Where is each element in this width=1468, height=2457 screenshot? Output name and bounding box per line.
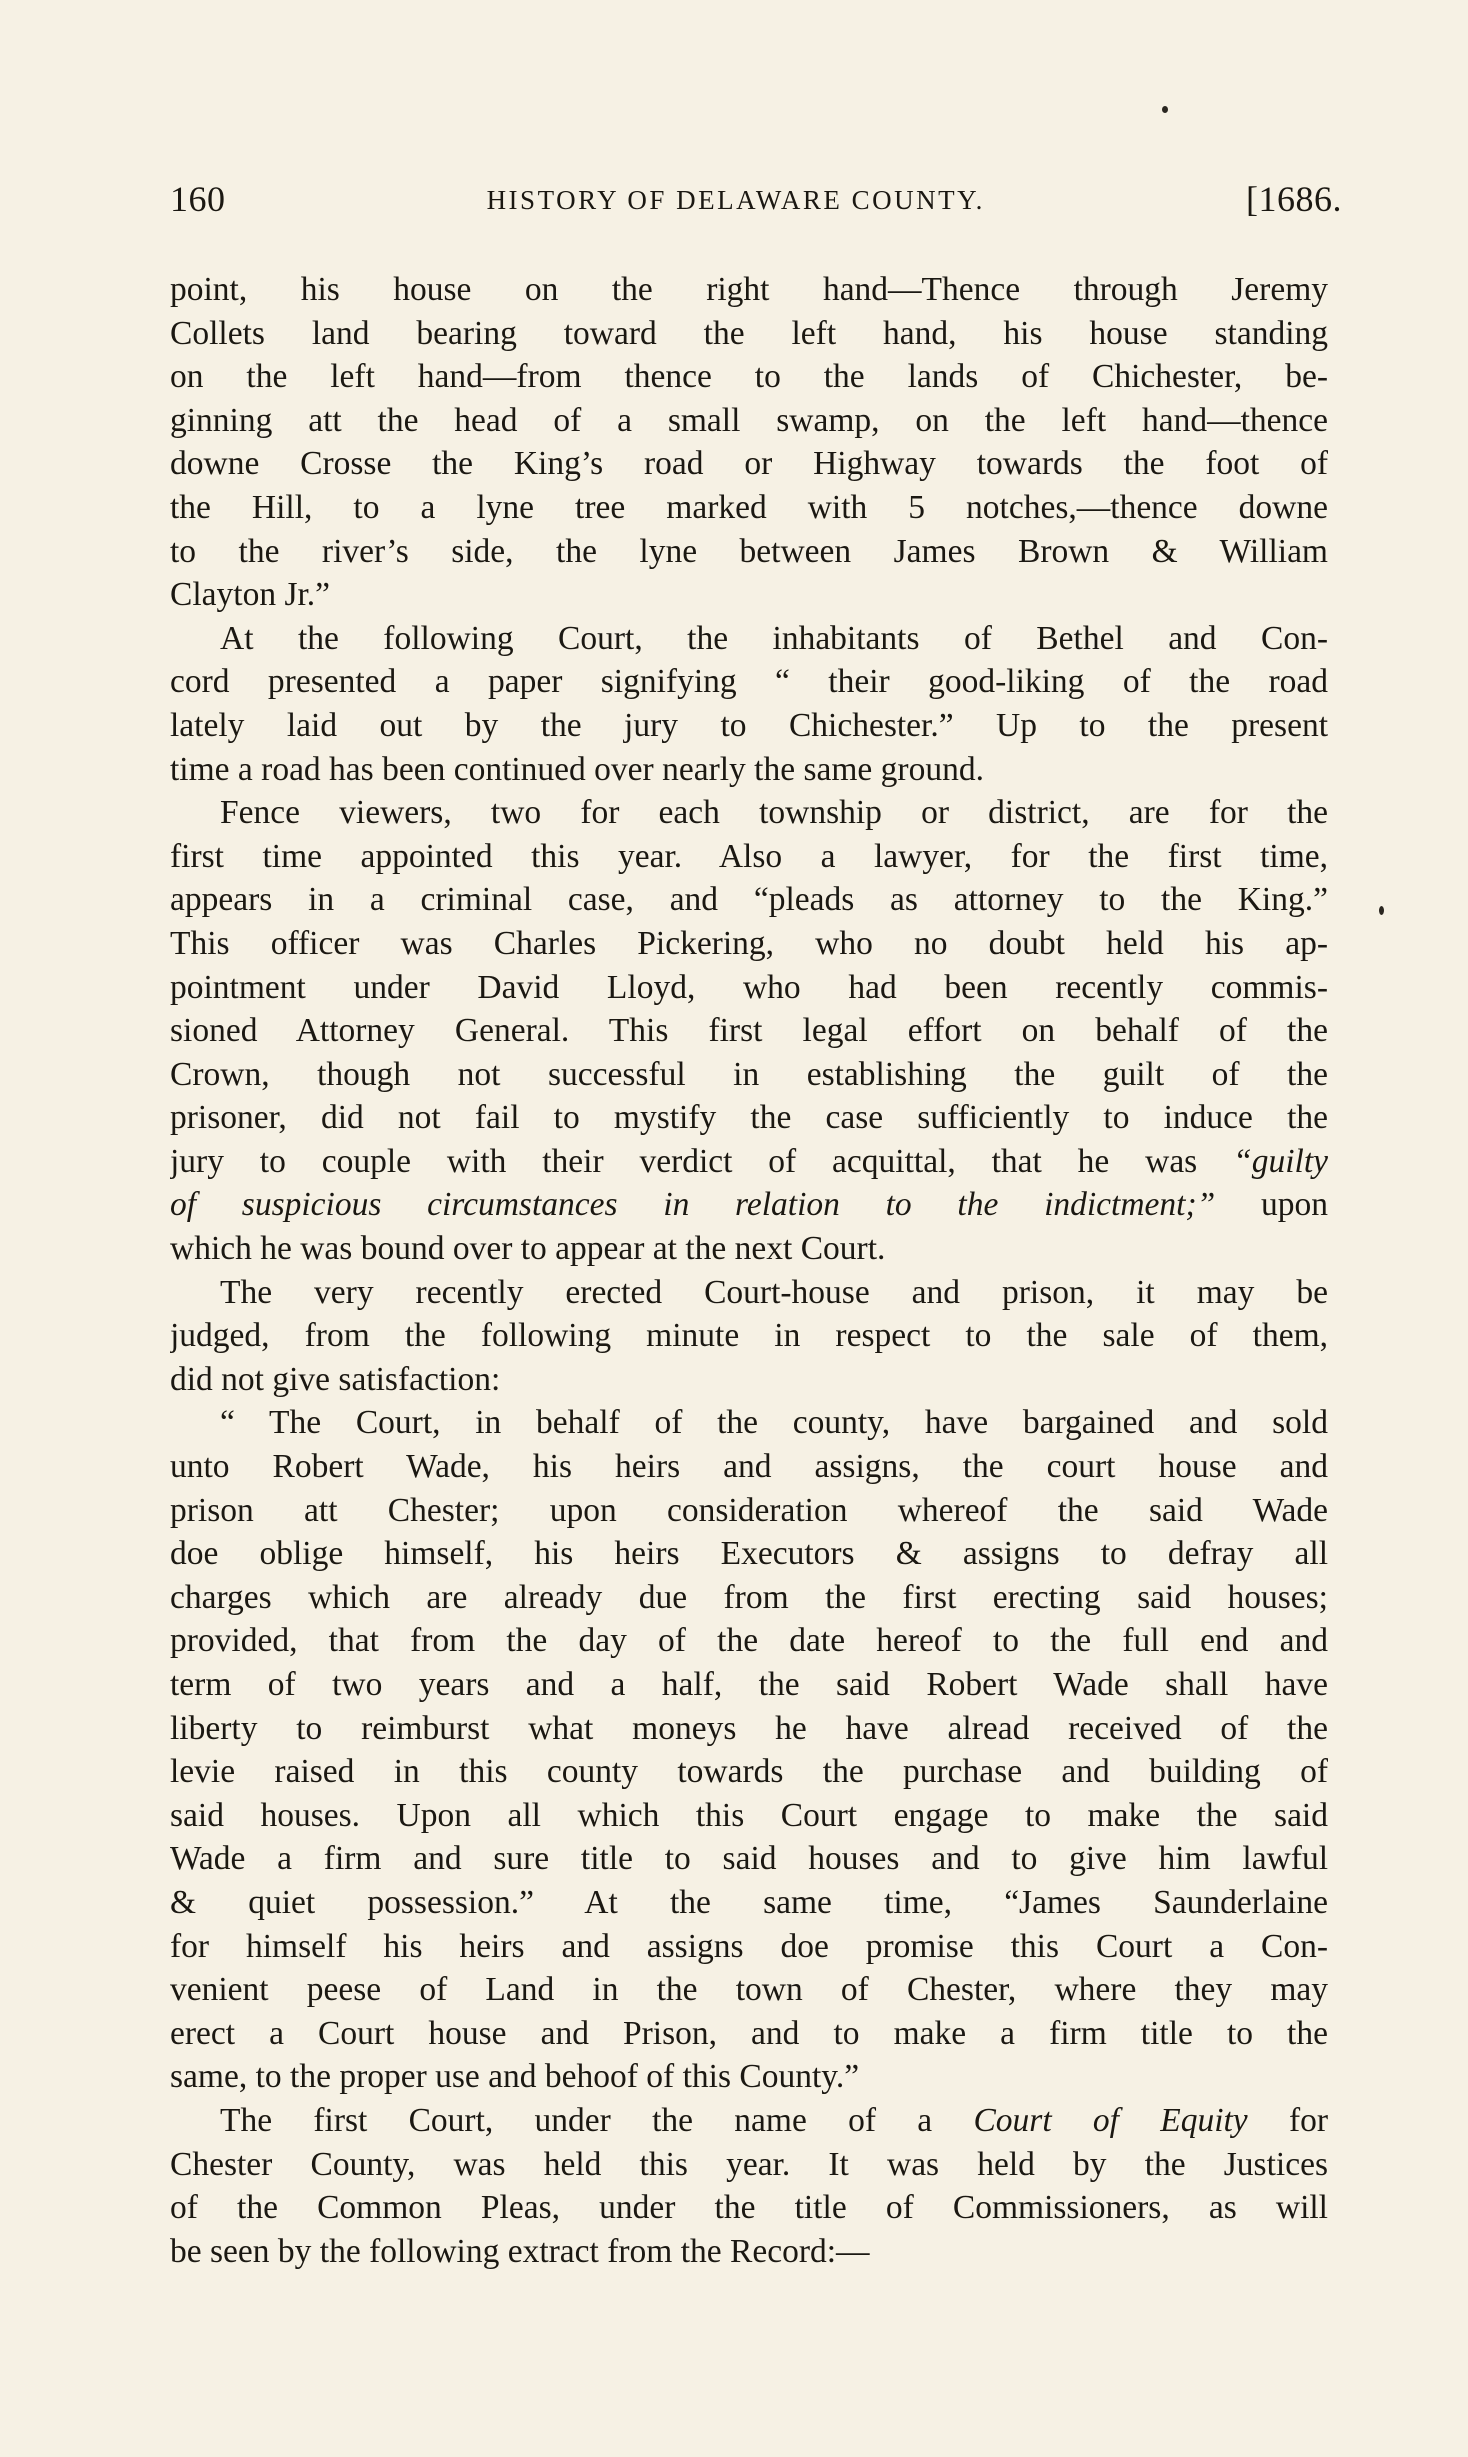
text-line: prison att Chester; upon consideration whereof the said Wade	[170, 1491, 1328, 1529]
text-line: term of two years and a half, the said Robert Wade shall have	[170, 1666, 1328, 1703]
text-line: be seen by the following extract from the Record:—	[170, 2232, 870, 2270]
text-line: for himself his heirs and assigns doe promise this Court a Con-	[170, 1927, 1328, 1965]
text-line: venient peese of Land in the town of Chester, where they may	[170, 1971, 1328, 2009]
text-line: charges which are already due from the first erecting said houses;	[170, 1578, 1328, 1616]
header-year: [1686.	[1246, 179, 1342, 219]
ink-speck	[1162, 106, 1168, 113]
text-line: time a road has been continued over nearly the same ground.	[170, 750, 984, 788]
ink-speck	[1379, 906, 1384, 915]
body-text	[170, 268, 1328, 2273]
text-line: cord presented a paper signifying “ their good-liking of the road	[170, 663, 1328, 701]
text-line: Fence viewers, two for each township or district, are for the	[220, 794, 1328, 832]
text-line: The first Court, under the name of a Court of Equity for	[220, 2101, 1328, 2139]
text-line: first time appointed this year. Also a lawyer, for the first time,	[170, 837, 1328, 875]
text-line: sioned Attorney General. This first legal effort on behalf of the	[170, 1012, 1328, 1050]
text-line: to the river’s side, the lyne between James Brown & William	[170, 532, 1328, 570]
text-line: of suspicious circumstances in relation to the indictment;” upon	[170, 1186, 1328, 1224]
text-line: same, to the proper use and behoof of this County.”	[170, 2058, 860, 2096]
text-line: prisoner, did not fail to mystify the case sufficiently to induce the	[170, 1099, 1328, 1137]
text-line: levie raised in this county towards the purchase and building of	[170, 1753, 1328, 1791]
text-line: said houses. Upon all which this Court engage to make the said	[170, 1796, 1328, 1834]
text-line: which he was bound over to appear at the next Court.	[170, 1230, 886, 1268]
text-line: lately laid out by the jury to Chichester.” Up to the present	[170, 706, 1328, 744]
text-line: Wade a firm and sure title to said houses and to give him lawful	[170, 1840, 1328, 1878]
text-line: Crown, though not successful in establishing the guilt of the	[170, 1055, 1328, 1093]
text-line: liberty to reimburst what moneys he have alread received of the	[170, 1709, 1328, 1747]
page-header	[170, 178, 1342, 238]
text-line: provided, that from the day of the date hereof to the full end and	[170, 1622, 1328, 1660]
text-line: the Hill, to a lyne tree marked with 5 notches,—thence downe	[170, 488, 1328, 526]
text-line: of the Common Pleas, under the title of Commissioners, as will	[170, 2189, 1328, 2227]
running-title: HISTORY OF DELAWARE COUNTY.	[486, 185, 985, 215]
text-line: Collets land bearing toward the left hand, his house standing	[170, 314, 1328, 352]
text-line: downe Crosse the King’s road or Highway towards the foot of	[170, 445, 1328, 483]
text-line: At the following Court, the inhabitants of Bethel and Con-	[220, 619, 1328, 657]
text-line: point, his house on the right hand—Thence through Jeremy	[170, 271, 1328, 308]
text-line: unto Robert Wade, his heirs and assigns, the court house and	[170, 1448, 1328, 1486]
text-line: jury to couple with their verdict of acquittal, that he was “guilty	[170, 1142, 1328, 1180]
text-line: ginning att the head of a small swamp, on the left hand—thence	[170, 401, 1328, 439]
text-line: Chester County, was held this year. It was held by the Justices	[170, 2145, 1328, 2183]
text-line: on the left hand—from thence to the lands of Chichester, be-	[170, 358, 1328, 396]
text-line: “ The Court, in behalf of the county, have bargained and sold	[220, 1404, 1328, 1442]
text-line: doe oblige himself, his heirs Executors & assigns to defray all	[170, 1535, 1328, 1573]
text-line: Clayton Jr.”	[170, 576, 331, 614]
page-number: 160	[170, 179, 226, 219]
text-line: pointment under David Lloyd, who had been recently commis-	[170, 968, 1328, 1006]
text-line: erect a Court house and Prison, and to make a firm title to the	[170, 2014, 1328, 2052]
text-line: did not give satisfaction:	[170, 1360, 501, 1398]
text-line: judged, from the following minute in respect to the sale of them,	[170, 1317, 1328, 1355]
text-line: This officer was Charles Pickering, who no doubt held his ap-	[170, 924, 1328, 962]
text-line: appears in a criminal case, and “pleads as attorney to the King.”	[170, 881, 1328, 919]
text-line: The very recently erected Court-house and prison, it may be	[220, 1273, 1328, 1311]
text-line: & quiet possession.” At the same time, “James Saunderlaine	[170, 1883, 1328, 1921]
